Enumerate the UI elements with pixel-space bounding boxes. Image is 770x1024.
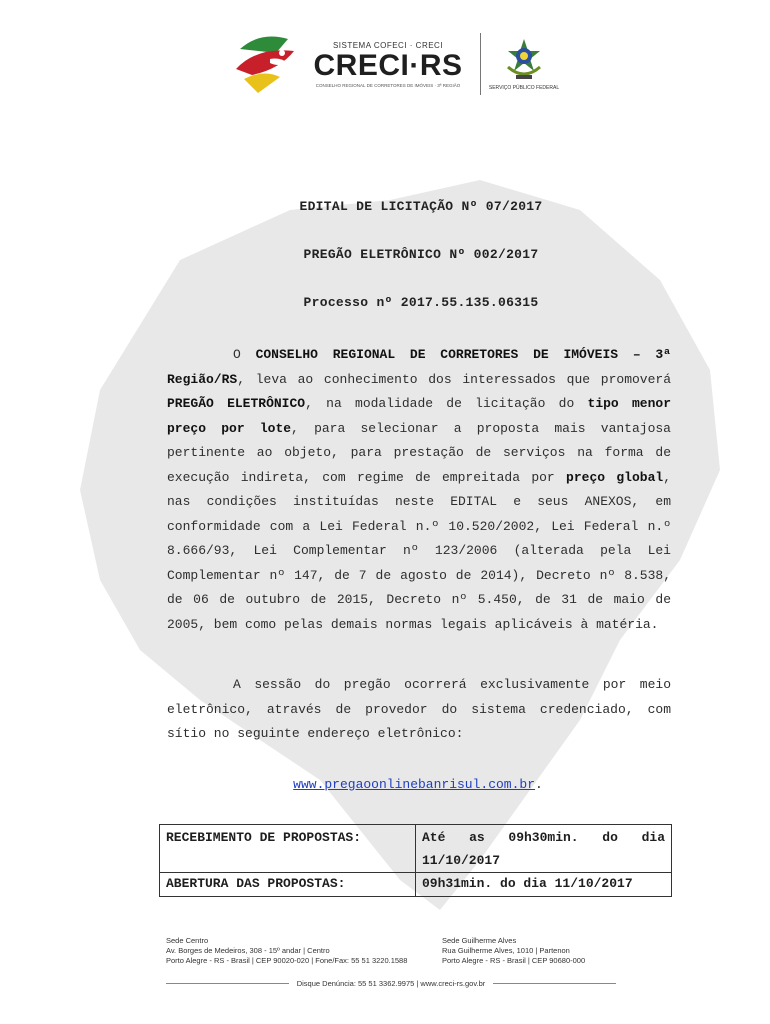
federal-seal bbox=[488, 37, 560, 91]
footer-left-line2: Porto Alegre - RS - Brasil | CEP 90020-020 | Fone/Fax: 55 51 3220.1588 bbox=[166, 956, 408, 965]
brand-name: CRECI·RS bbox=[313, 48, 463, 82]
edital-title: EDITAL DE LICITAÇÃO Nº 07/2017 bbox=[299, 199, 543, 214]
system-label: SISTEMA COFECI · CRECI bbox=[332, 40, 444, 50]
brand-subtitle: CONSELHO REGIONAL DE CORRETORES DE IMÓVEIS · 3ª REGIÃO bbox=[315, 82, 461, 88]
receiving-label: RECEBIMENTO DE PROPOSTAS: bbox=[160, 825, 416, 873]
footer-right-line2: Porto Alegre - RS - Brasil | CEP 90680-000 bbox=[442, 956, 586, 965]
footer-left-title: Sede Centro bbox=[166, 936, 209, 945]
pregao-title: PREGÃO ELETRÔNICO Nº 002/2017 bbox=[303, 247, 539, 262]
intro-text-2: , na modalidade de licitação do bbox=[305, 396, 588, 411]
receiving-value-line1 bbox=[422, 826, 665, 849]
intro-bold-preco: preço global bbox=[566, 469, 664, 485]
intro-text-4: , nas condições instituídas neste EDITAL e seus ANEXOS, em conformidade com a Lei Federal n.º 10.520/2002, Lei Federal n.º 8.666/93, Lei Complementar nº 123/2006 (alterada pela Lei Complementar nº 147, de 7 de agosto de 2014), Decreto nº 8.538, de 06 de outubro de 2015, Decreto nº 5.450, de 31 de maio de 2005, bem como pelas demais normas legais aplicáveis à matéria. bbox=[167, 469, 671, 632]
intro-bold-pregao: PREGÃO ELETRÔNICO bbox=[167, 396, 306, 411]
footer-left-line1: Av. Borges de Medeiros, 308 - 15º andar | Centro bbox=[166, 946, 330, 955]
brand-block bbox=[308, 41, 468, 88]
opening-label: ABERTURA DAS PROPOSTAS: bbox=[160, 873, 416, 897]
footer-right-line1: Rua Guilherme Alves, 1010 | Partenon bbox=[442, 946, 570, 955]
receiving-word: 09h30min. bbox=[508, 830, 579, 845]
footer-rule-right bbox=[493, 983, 616, 984]
processo-title: Processo nº 2017.55.135.06315 bbox=[303, 295, 539, 310]
logo-divider bbox=[480, 33, 481, 95]
brazil-coat-of-arms-icon bbox=[502, 37, 546, 83]
schedule-table bbox=[159, 824, 672, 897]
session-paragraph: A sessão do pregão ocorrerá exclusivamente por meio eletrônico, através de provedor do sistema credenciado, com sítio no seguinte endereço eletrônico: bbox=[167, 677, 671, 741]
receiving-word: do bbox=[602, 830, 618, 845]
footer-right-title: Sede Guilherme Alves bbox=[442, 936, 517, 945]
footer-rule-left bbox=[166, 983, 289, 984]
table-row bbox=[160, 825, 672, 873]
header-logo bbox=[230, 28, 560, 100]
pregao-url-link[interactable]: www.pregaoonlinebanrisul.com.br bbox=[293, 777, 536, 792]
receiving-value bbox=[416, 825, 672, 873]
intro-text-pre: O bbox=[233, 347, 256, 362]
receiving-word: dia bbox=[641, 830, 665, 845]
creci-bird-icon bbox=[230, 29, 302, 99]
footer-contact-bar bbox=[166, 977, 616, 989]
intro-text-3: , para selecionar a proposta mais vantajosa pertinente ao objeto, para prestação de serviços na forma de execução indireta, com regime de empreitada por bbox=[167, 420, 671, 485]
receiving-word: as bbox=[469, 830, 485, 845]
footer-address-centro bbox=[166, 936, 407, 966]
receiving-value-line2: 11/10/2017 bbox=[422, 853, 501, 868]
footer-address-guilherme bbox=[442, 936, 585, 966]
intro-bold-council: CONSELHO REGIONAL DE CORRETORES DE IMÓVEIS – 3ª Região/RS bbox=[167, 347, 671, 387]
table-row bbox=[160, 873, 672, 897]
receiving-word: Até bbox=[422, 830, 446, 845]
intro-text-1: , leva ao conhecimento dos interessados que promoverá bbox=[237, 371, 671, 387]
footer-contact-text: Disque Denúncia: 55 51 3362.9975 | www.creci-rs.gov.br bbox=[296, 978, 486, 988]
url-line bbox=[0, 777, 770, 792]
intro-bold-tipo: tipo menor preço por lote bbox=[167, 396, 672, 436]
url-suffix: . bbox=[535, 777, 543, 792]
federal-service-label: SERVIÇO PÚBLICO FEDERAL bbox=[488, 85, 560, 91]
intro-paragraph bbox=[167, 343, 671, 637]
opening-value: 09h31min. do dia 11/10/2017 bbox=[416, 873, 672, 897]
